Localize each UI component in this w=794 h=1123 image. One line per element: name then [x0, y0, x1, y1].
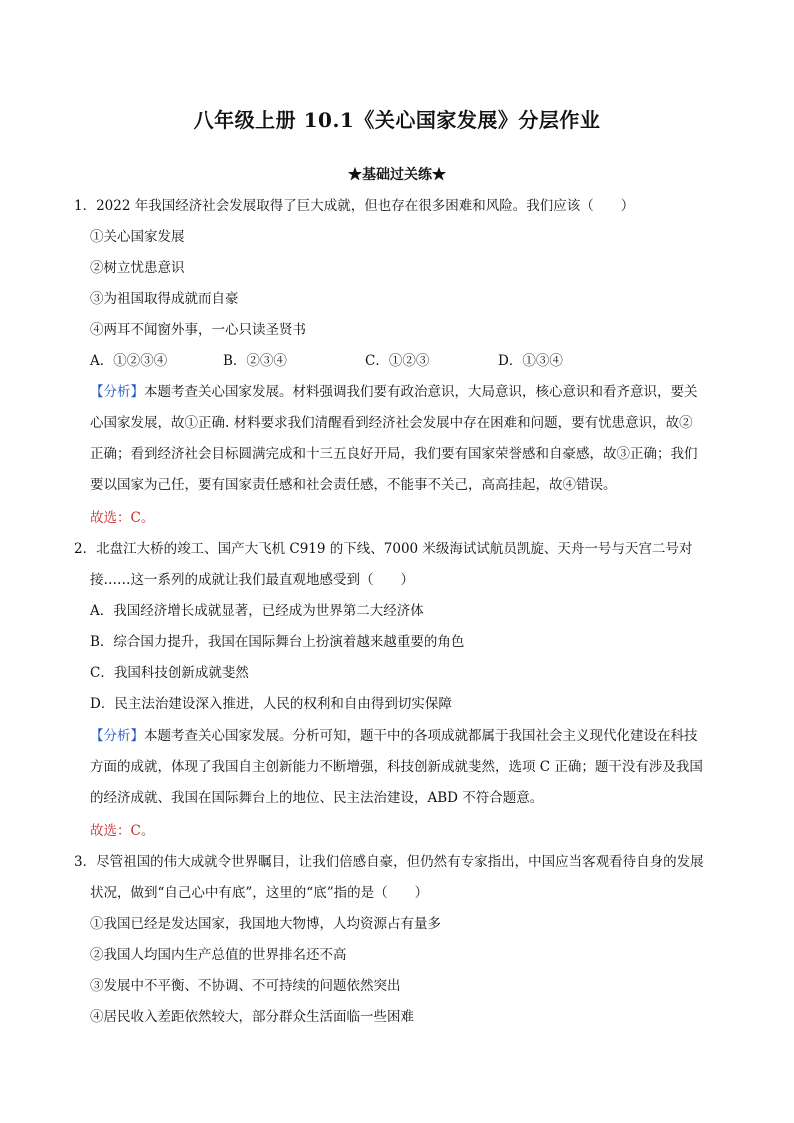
q3-item-4: ④居民收入差距依然较大，部分群众生活面临一些困难: [90, 1009, 414, 1025]
q3-item-1: ①我国已经是发达国家，我国地大物博，人均资源占有量多: [90, 916, 441, 932]
q1-answer: 故选：C。: [90, 510, 155, 526]
page-title: 八年级上册 10.1《关心国家发展》分层作业: [193, 108, 601, 132]
q2-option-b: B．综合国力提升，我国在国际舞台上扮演着越来越重要的角色: [90, 634, 465, 650]
q1-item-4: ④两耳不闻窗外事，一心只读圣贤书: [90, 322, 306, 338]
q1-stem: 1．2022 年我国经济社会发展取得了巨大成就，但也存在很多困难和风险。我们应该（ ）: [74, 198, 635, 214]
q1-option-b: B．②③④: [223, 353, 287, 369]
q2-answer: 故选：C。: [90, 823, 155, 839]
q1-options: [90, 351, 563, 371]
analysis-tag: 【分析】: [90, 728, 144, 744]
analysis-tag: 【分析】: [90, 384, 144, 400]
q2-analysis-line-3: 的经济成就、我国在国际舞台上的地位、民主法治建设，ABD 不符合题意。: [90, 790, 544, 806]
q2-option-a: A．我国经济增长成就显著，已经成为世界第二大经济体: [90, 603, 424, 619]
q1-analysis-line-2: 心国家发展，故①正确. 材料要求我们清醒看到经济社会发展中存在困难和问题，要有忧患意识，故②: [90, 415, 693, 431]
q1-analysis-line-1: 【分析】本题考查关心国家发展。材料强调我们要有政治意识，大局意识，核心意识和看齐意识，要关: [90, 384, 698, 400]
q2-option-c: C．我国科技创新成就斐然: [90, 665, 249, 681]
q3-stem-line-2: 状况，做到“自己心中有底”，这里的“底”指的是（ ）: [90, 885, 429, 901]
q2-analysis-line-2: 方面的成就，体现了我国自主创新能力不断增强，科技创新成就斐然，选项 C 正确；题干没有涉及我国: [90, 759, 703, 775]
q3-stem-line-1: 3．尽管祖国的伟大成就令世界瞩目，让我们倍感自豪，但仍然有专家指出，中国应当客观看待自身的发展: [74, 854, 704, 870]
q1-option-a: A．①②③④: [90, 353, 168, 369]
q1-option-d: D．①③④: [498, 353, 563, 369]
q1-item-2: ②树立忧患意识: [90, 260, 185, 276]
q2-stem-line-1: 2．北盘江大桥的竣工、国产大飞机 C919 的下线、7000 米级海试试航员凯旋、天舟一号与天宫二号对: [74, 541, 693, 557]
q3-item-2: ②我国人均国内生产总值的世界排名还不高: [90, 947, 347, 963]
section-heading: ★基础过关练★: [348, 167, 446, 183]
q2-option-d: D．民主法治建设深入推进，人民的权利和自由得到切实保障: [90, 696, 452, 712]
q1-item-3: ③为祖国取得成就而自豪: [90, 291, 239, 307]
q3-item-3: ③发展中不平衡、不协调、不可持续的问题依然突出: [90, 978, 401, 994]
q2-analysis-line-1: 【分析】本题考查关心国家发展。分析可知，题干中的各项成就都属于我国社会主义现代化建设在科技: [90, 728, 698, 744]
q1-option-c: C．①②③: [365, 353, 430, 369]
q1-analysis-line-4: 要以国家为己任，要有国家责任感和社会责任感，不能事不关己，高高挂起，故④错误。: [90, 477, 617, 493]
q1-analysis-line-3: 正确；看到经济社会目标圆满完成和十三五良好开局，我们要有国家荣誉感和自豪感，故③正确；我们: [90, 446, 698, 462]
q2-stem-line-2: 接……这一系列的成就让我们最直观地感受到（ ）: [90, 572, 414, 588]
q1-item-1: ①关心国家发展: [90, 229, 185, 245]
